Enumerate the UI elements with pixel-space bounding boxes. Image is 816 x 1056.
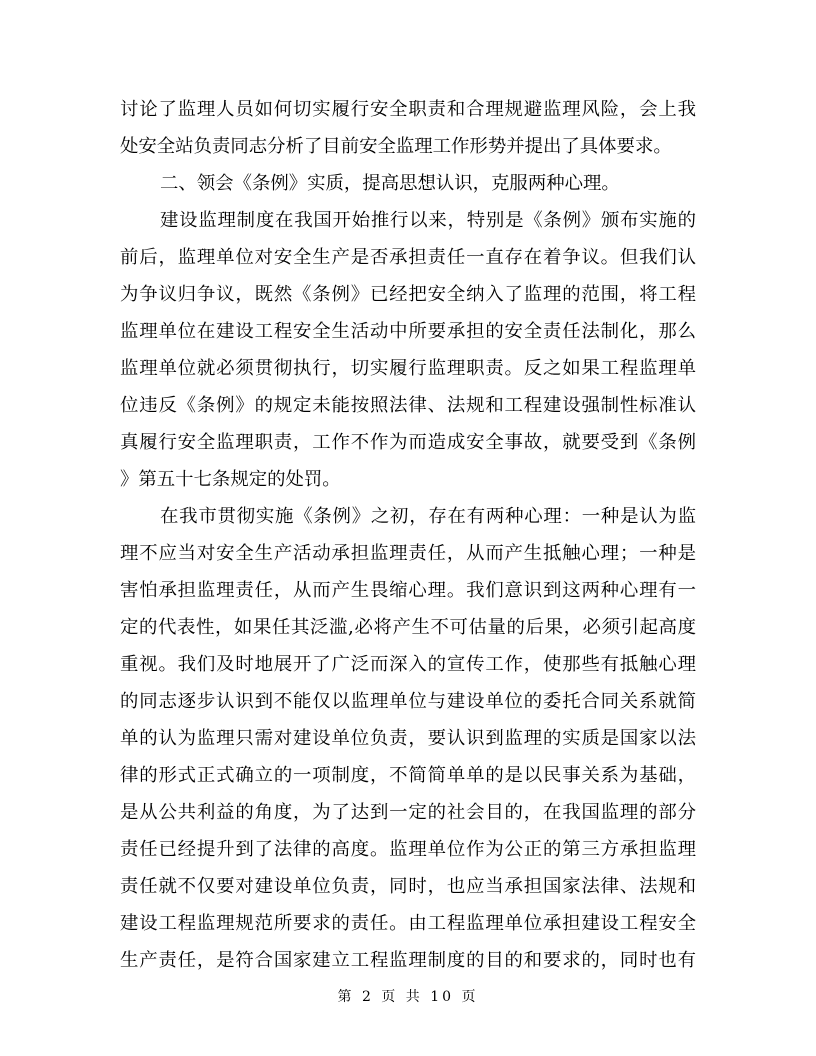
body-text bbox=[120, 91, 696, 979]
text-line: 处安全站负责同志分析了目前安全监理工作形势并提出了具体要求。 bbox=[120, 136, 672, 157]
text-line: 定的代表性，如果任其泛滥,必将产生不可估量的后果，必须引起高度 bbox=[120, 617, 696, 638]
text-line: 监理单位在建设工程安全生活动中所要承担的安全责任法制化，那么 bbox=[120, 321, 696, 342]
text-line: 真履行安全监理职责，工作不作为而造成安全事故，就要受到《条例 bbox=[120, 432, 696, 453]
text-line: 讨论了监理人员如何切实履行安全职责和合理规避监理风险，会上我 bbox=[120, 99, 696, 120]
text-line: 二、领会《条例》实质，提高思想认识，克服两种心理。 bbox=[160, 173, 620, 194]
text-line: 是从公共利益的角度，为了达到一定的社会目的，在我国监理的部分 bbox=[120, 802, 696, 823]
text-line: 监理单位就必须贯彻执行，切实履行监理职责。反之如果工程监理单 bbox=[120, 358, 696, 379]
text-line: 理不应当对安全生产活动承担监理责任，从而产生抵触心理；一种是 bbox=[120, 543, 696, 564]
text-line: 责任就不仅要对建设单位负责，同时，也应当承担国家法律、法规和 bbox=[120, 876, 696, 897]
text-line: 建设监理制度在我国开始推行以来，特别是《条例》颁布实施的 bbox=[160, 210, 696, 231]
text-line: 在我市贯彻实施《条例》之初，存在有两种心理：一种是认为监 bbox=[160, 506, 696, 527]
text-line: 单的认为监理只需对建设单位负责，要认识到监理的实质是国家以法 bbox=[120, 728, 696, 749]
text-line: 生产责任，是符合国家建立工程监理制度的目的和要求的，同时也有 bbox=[120, 950, 696, 971]
text-line: 为争议归争议，既然《条例》已经把安全纳入了监理的范围，将工程 bbox=[120, 284, 696, 305]
text-line: 前后，监理单位对安全生产是否承担责任一直存在着争议。但我们认 bbox=[120, 247, 696, 268]
text-line: 建设工程监理规范所要求的责任。由工程监理单位承担建设工程安全 bbox=[120, 913, 696, 934]
text-line: 律的形式正式确立的一项制度，不简简单单的是以民事关系为基础， bbox=[120, 765, 696, 786]
text-line: 重视。我们及时地展开了广泛而深入的宣传工作，使那些有抵触心理 bbox=[120, 654, 696, 675]
page-number-footer: 第 2 页 共 10 页 bbox=[337, 989, 479, 1005]
text-line: 位违反《条例》的规定未能按照法律、法规和工程建设强制性标准认 bbox=[120, 395, 696, 416]
text-line: 害怕承担监理责任，从而产生畏缩心理。我们意识到这两种心理有一 bbox=[120, 580, 696, 601]
text-line: 》第五十七条规定的处罚。 bbox=[120, 469, 341, 490]
text-line: 的同志逐步认识到不能仅以监理单位与建设单位的委托合同关系就简 bbox=[120, 691, 696, 712]
text-line: 责任已经提升到了法律的高度。监理单位作为公正的第三方承担监理 bbox=[120, 839, 696, 860]
